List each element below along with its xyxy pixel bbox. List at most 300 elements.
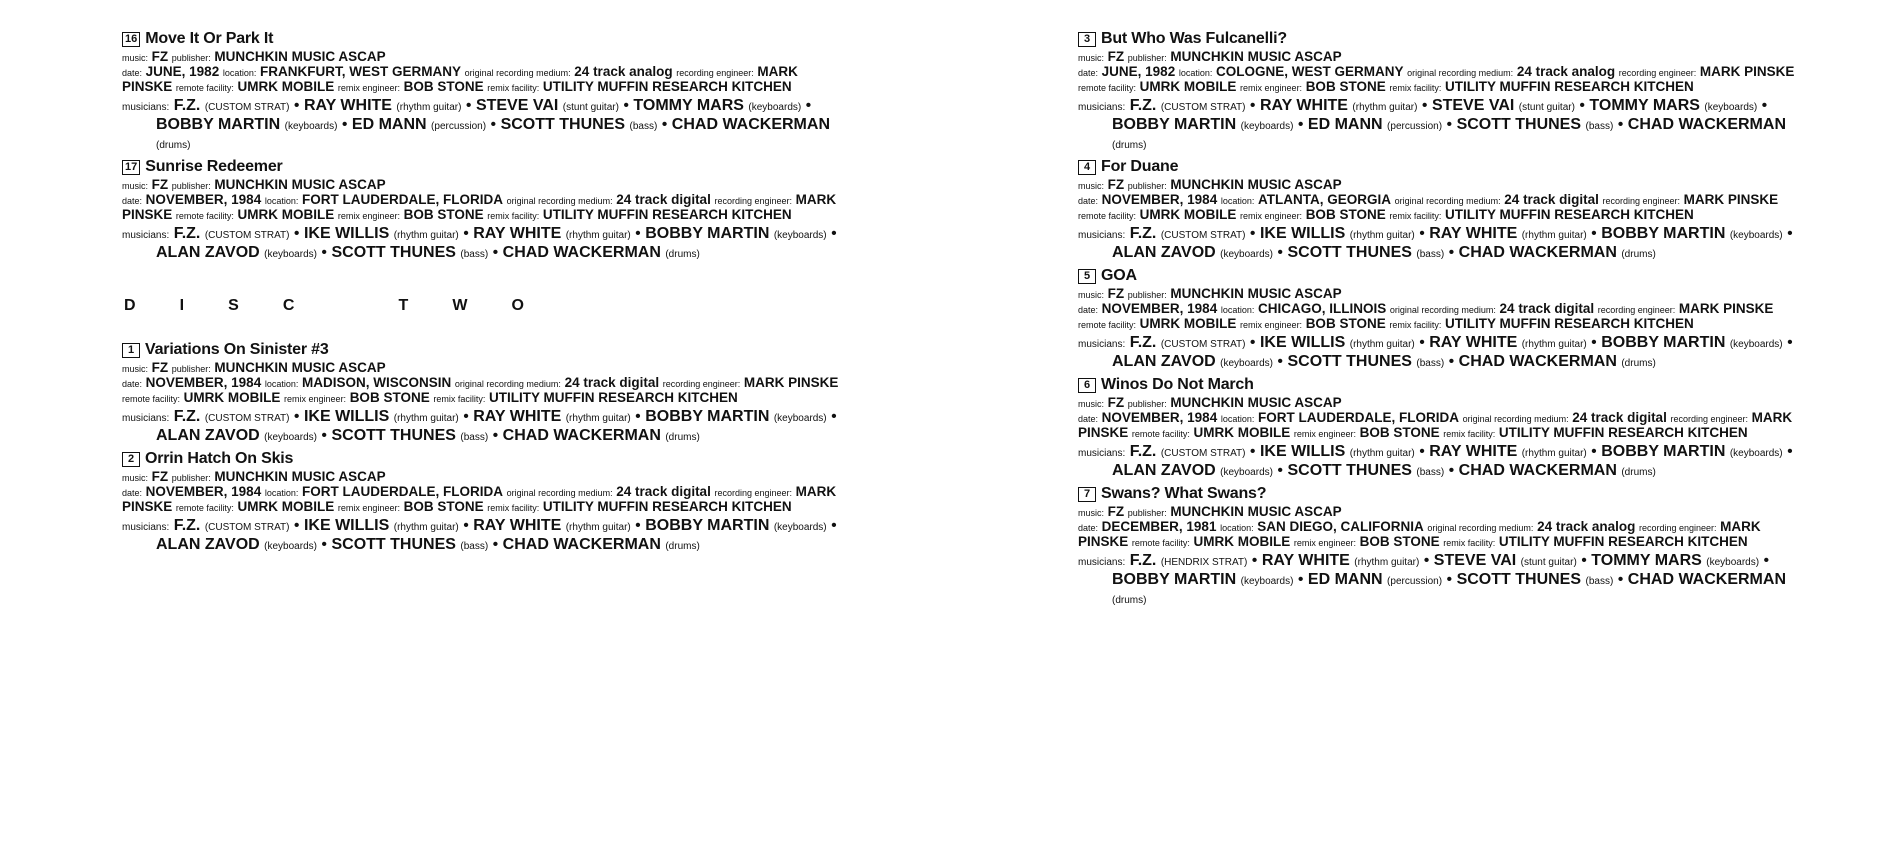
musician-role: (rhythm guitar) <box>393 230 459 241</box>
track-title: But Who Was Fulcanelli? <box>1101 30 1287 47</box>
field-value-music: FZ <box>1107 49 1125 64</box>
track-header <box>122 450 842 468</box>
musician-name: SCOTT THUNES <box>500 116 626 133</box>
field-label: remix facility: <box>433 394 486 404</box>
track-number: 4 <box>1078 160 1096 175</box>
field-label: music: <box>122 473 149 483</box>
musicians-line: musicians: F.Z. (HENDRIX STRAT) • RAY WHITE (rhythm guitar) • STEVE VAI (stunt guitar) • TOMMY MARS (keyboards) • BOBBY MARTIN (keyboards) • ED MANN (percussion) • SCOTT THUNES (bass) • CHAD WACKERMAN (drums) <box>1078 552 1786 606</box>
field-value-music: FZ <box>1107 286 1125 301</box>
musician-role: (rhythm guitar) <box>1349 230 1415 241</box>
field-value-remix-facility: UTILITY MUFFIN RESEARCH KITCHEN <box>542 207 792 222</box>
credit-line-music <box>122 50 842 65</box>
field-value-date: NOVEMBER, 1984 <box>145 484 262 499</box>
musician-role: (drums) <box>1112 140 1147 151</box>
field-value-location: COLOGNE, WEST GERMANY <box>1215 64 1404 79</box>
field-label: location: <box>1220 414 1255 424</box>
field-label: date: <box>1078 196 1099 206</box>
musician-role: (keyboards) <box>1704 102 1758 113</box>
field-label: date: <box>1078 68 1099 78</box>
field-value-remote: UMRK MOBILE <box>183 390 281 405</box>
field-value-remix-facility: UTILITY MUFFIN RESEARCH KITCHEN <box>1498 534 1748 549</box>
musician-role: (percussion) <box>1387 576 1443 587</box>
track-entry <box>1078 267 1798 372</box>
field-label: remix facility: <box>1389 83 1442 93</box>
musician-role: (keyboards) <box>1729 230 1783 241</box>
field-label: musicians: <box>1078 230 1126 241</box>
field-label: location: <box>264 196 299 206</box>
musician-role: (CUSTOM STRAT) <box>204 102 290 113</box>
musician-name: TOMMY MARS <box>1589 97 1700 114</box>
field-label: recording engineer: <box>714 196 793 206</box>
field-value-date: JUNE, 1982 <box>145 64 220 79</box>
field-label: original recording medium: <box>1407 68 1514 78</box>
musician-role: (rhythm guitar) <box>393 413 459 424</box>
musician-name: ALAN ZAVOD <box>156 536 260 553</box>
musician-role: (rhythm guitar) <box>565 522 631 533</box>
field-label: music: <box>1078 53 1105 63</box>
musician-role: (CUSTOM STRAT) <box>1160 230 1246 241</box>
musician-role: (bass) <box>629 121 658 132</box>
field-label: music: <box>1078 290 1105 300</box>
field-value-music: FZ <box>151 177 169 192</box>
field-label: remix facility: <box>1443 429 1496 439</box>
musicians-line: musicians: F.Z. (CUSTOM STRAT) • RAY WHITE (rhythm guitar) • STEVE VAI (stunt guitar) • TOMMY MARS (keyboards) • BOBBY MARTIN (keyboards) • ED MANN (percussion) • SCOTT THUNES (bass) • CHAD WACKERMAN (drums) <box>1078 97 1786 151</box>
field-label: music: <box>122 53 149 63</box>
musician-role: (rhythm guitar) <box>1349 448 1415 459</box>
track-number: 7 <box>1078 487 1096 502</box>
track-list-disc-two-right <box>1078 30 1798 609</box>
field-value-remix-engineer: BOB STONE <box>1305 207 1386 222</box>
field-label: recording engineer: <box>714 488 793 498</box>
field-value-publisher: MUNCHKIN MUSIC ASCAP <box>1170 49 1342 64</box>
musician-role: (rhythm guitar) <box>565 413 631 424</box>
field-value-remix-facility: UTILITY MUFFIN RESEARCH KITCHEN <box>1444 316 1694 331</box>
field-value-remote: UMRK MOBILE <box>1193 534 1291 549</box>
field-label: music: <box>1078 508 1105 518</box>
field-label: recording engineer: <box>1597 305 1676 315</box>
musician-role: (keyboards) <box>1220 467 1273 478</box>
musician-name: F.Z. <box>1129 552 1157 569</box>
disc-heading-letter: W <box>452 297 468 314</box>
field-label: location: <box>264 379 299 389</box>
field-value-publisher: MUNCHKIN MUSIC ASCAP <box>214 177 386 192</box>
field-value-remix-engineer: BOB STONE <box>1359 425 1440 440</box>
musician-role: (keyboards) <box>264 249 317 260</box>
field-value-medium: 24 track digital <box>1499 301 1595 316</box>
field-label: date: <box>122 488 143 498</box>
field-value-remix-facility: UTILITY MUFFIN RESEARCH KITCHEN <box>542 499 792 514</box>
musician-name: IKE WILLIS <box>303 225 390 242</box>
musician-role: (drums) <box>665 541 700 552</box>
field-label: remix engineer: <box>337 503 400 513</box>
field-label: remote facility: <box>1078 320 1137 330</box>
field-label: date: <box>1078 414 1099 424</box>
musician-name: RAY WHITE <box>473 517 562 534</box>
track-number: 5 <box>1078 269 1096 284</box>
field-label: remote facility: <box>1078 211 1137 221</box>
musician-name: SCOTT THUNES <box>1287 353 1412 370</box>
credit-line-recording <box>1078 302 1798 332</box>
field-value-publisher: MUNCHKIN MUSIC ASCAP <box>214 469 386 484</box>
musicians-line: musicians: F.Z. (CUSTOM STRAT) • IKE WILLIS (rhythm guitar) • RAY WHITE (rhythm guitar) • BOBBY MARTIN (keyboards) • ALAN ZAVOD (keyboards) • SCOTT THUNES (bass) • CHAD WACKERMAN (drums) <box>122 408 837 444</box>
musician-name: CHAD WACKERMAN <box>1458 462 1617 479</box>
field-value-medium: 24 track digital <box>1572 410 1667 425</box>
field-label: remix facility: <box>487 503 540 513</box>
field-value-location: FORT LAUDERDALE, FLORIDA <box>1257 410 1459 425</box>
track-list-disc-two-left <box>122 341 842 555</box>
track-entry <box>1078 485 1798 609</box>
track-header <box>122 341 842 359</box>
field-label: publisher: <box>171 181 211 191</box>
field-label: remix facility: <box>1389 320 1442 330</box>
field-label: remix engineer: <box>337 83 400 93</box>
musician-name: F.Z. <box>173 517 201 534</box>
musician-role: (bass) <box>1416 358 1445 369</box>
track-header <box>1078 267 1798 285</box>
credit-line-music <box>122 470 842 485</box>
field-value-date: JUNE, 1982 <box>1101 64 1176 79</box>
musician-role: (CUSTOM STRAT) <box>1160 339 1246 350</box>
musician-role: (drums) <box>1112 595 1147 606</box>
track-header <box>122 158 842 176</box>
musician-role: (keyboards) <box>1220 358 1273 369</box>
field-label: publisher: <box>1127 399 1167 409</box>
field-label: original recording medium: <box>506 196 613 206</box>
musician-role: (rhythm guitar) <box>1349 339 1415 350</box>
field-label: publisher: <box>1127 53 1167 63</box>
field-value-music: FZ <box>151 49 169 64</box>
field-value-location: FORT LAUDERDALE, FLORIDA <box>301 484 503 499</box>
musician-name: ED MANN <box>1307 571 1383 588</box>
field-label: remote facility: <box>1131 538 1190 548</box>
musician-role: (drums) <box>156 140 191 151</box>
field-label: publisher: <box>171 53 211 63</box>
musician-name: RAY WHITE <box>1261 552 1350 569</box>
track-number: 17 <box>122 160 140 175</box>
field-label: original recording medium: <box>1389 305 1496 315</box>
field-value-publisher: MUNCHKIN MUSIC ASCAP <box>214 360 386 375</box>
field-label: musicians: <box>1078 339 1126 350</box>
musician-role: (percussion) <box>431 121 487 132</box>
musician-role: (bass) <box>1585 576 1614 587</box>
track-number: 2 <box>122 452 140 467</box>
field-label: publisher: <box>1127 290 1167 300</box>
musician-name: RAY WHITE <box>1429 334 1518 351</box>
musician-name: RAY WHITE <box>1429 443 1518 460</box>
musician-name: BOBBY MARTIN <box>1601 443 1726 460</box>
musician-role: (keyboards) <box>1240 576 1294 587</box>
musician-name: CHAD WACKERMAN <box>671 116 830 133</box>
musician-role: (bass) <box>460 249 489 260</box>
field-label: remix facility: <box>487 211 540 221</box>
musician-name: ALAN ZAVOD <box>1112 244 1216 261</box>
credit-line-music <box>1078 396 1798 411</box>
musician-role: (bass) <box>460 541 489 552</box>
field-label: remix facility: <box>1443 538 1496 548</box>
field-label: original recording medium: <box>1427 523 1534 533</box>
musician-name: SCOTT THUNES <box>1287 244 1412 261</box>
field-value-music: FZ <box>151 360 169 375</box>
musician-name: IKE WILLIS <box>1259 443 1346 460</box>
credit-line-recording <box>122 376 842 406</box>
musician-name: CHAD WACKERMAN <box>1627 571 1786 588</box>
musician-name: SCOTT THUNES <box>331 244 456 261</box>
field-value-remote: UMRK MOBILE <box>1193 425 1291 440</box>
track-title: Move It Or Park It <box>145 30 274 47</box>
field-value-remote: UMRK MOBILE <box>237 79 335 94</box>
field-label: musicians: <box>1078 448 1126 459</box>
field-label: date: <box>1078 305 1099 315</box>
musician-name: BOBBY MARTIN <box>645 517 770 534</box>
musician-role: (keyboards) <box>773 230 827 241</box>
field-value-engineer: MARK PINSKE <box>1678 301 1774 316</box>
musician-name: TOMMY MARS <box>633 97 744 114</box>
musicians-line: musicians: F.Z. (CUSTOM STRAT) • IKE WILLIS (rhythm guitar) • RAY WHITE (rhythm guitar) • BOBBY MARTIN (keyboards) • ALAN ZAVOD (keyboards) • SCOTT THUNES (bass) • CHAD WACKERMAN (drums) <box>1078 443 1793 479</box>
field-value-remote: UMRK MOBILE <box>1139 79 1237 94</box>
field-label: remote facility: <box>175 83 234 93</box>
track-entry <box>1078 30 1798 154</box>
field-label: remix engineer: <box>1293 429 1356 439</box>
field-label: location: <box>1220 523 1254 533</box>
field-value-publisher: MUNCHKIN MUSIC ASCAP <box>1170 504 1342 519</box>
field-label: remote facility: <box>175 211 234 221</box>
field-label: original recording medium: <box>1462 414 1569 424</box>
field-value-remote: UMRK MOBILE <box>237 207 335 222</box>
field-value-remix-facility: UTILITY MUFFIN RESEARCH KITCHEN <box>488 390 738 405</box>
credit-line-recording <box>1078 193 1798 223</box>
track-title: Sunrise Redeemer <box>145 158 283 175</box>
field-value-music: FZ <box>1107 504 1125 519</box>
track-header <box>1078 485 1798 503</box>
field-value-remote: UMRK MOBILE <box>1139 207 1237 222</box>
field-label: remix engineer: <box>1240 211 1303 221</box>
field-label: music: <box>1078 399 1105 409</box>
field-label: recording engineer: <box>1602 196 1681 206</box>
field-value-remix-engineer: BOB STONE <box>1305 316 1386 331</box>
field-value-remix-engineer: BOB STONE <box>403 207 484 222</box>
musicians-line: musicians: F.Z. (CUSTOM STRAT) • IKE WILLIS (rhythm guitar) • RAY WHITE (rhythm guitar) • BOBBY MARTIN (keyboards) • ALAN ZAVOD (keyboards) • SCOTT THUNES (bass) • CHAD WACKERMAN (drums) <box>122 517 837 553</box>
field-value-remix-facility: UTILITY MUFFIN RESEARCH KITCHEN <box>1444 207 1694 222</box>
disc-heading-letter: D <box>124 297 136 314</box>
musician-role: (drums) <box>665 249 700 260</box>
field-value-publisher: MUNCHKIN MUSIC ASCAP <box>1170 395 1342 410</box>
field-value-remix-engineer: BOB STONE <box>403 79 484 94</box>
field-value-engineer: MARK PINSKE <box>743 375 839 390</box>
track-entry <box>122 341 842 446</box>
musician-role: (keyboards) <box>748 102 802 113</box>
field-value-medium: 24 track digital <box>564 375 660 390</box>
field-value-date: DECEMBER, 1981 <box>1101 519 1217 534</box>
field-label: original recording medium: <box>464 68 571 78</box>
field-label: remote facility: <box>175 503 234 513</box>
field-value-remote: UMRK MOBILE <box>237 499 335 514</box>
musician-role: (rhythm guitar) <box>393 522 459 533</box>
credit-line-recording <box>122 193 842 223</box>
field-label: remix engineer: <box>284 394 347 404</box>
musician-name: ALAN ZAVOD <box>1112 353 1216 370</box>
musician-role: (keyboards) <box>1240 121 1294 132</box>
field-value-date: NOVEMBER, 1984 <box>145 192 262 207</box>
musician-name: F.Z. <box>1129 443 1157 460</box>
track-title: Variations On Sinister #3 <box>145 341 329 358</box>
musician-role: (rhythm guitar) <box>1521 339 1587 350</box>
field-value-remote: UMRK MOBILE <box>1139 316 1237 331</box>
field-label: original recording medium: <box>454 379 561 389</box>
track-entry <box>1078 158 1798 263</box>
musician-name: RAY WHITE <box>1429 225 1518 242</box>
field-value-remix-engineer: BOB STONE <box>349 390 430 405</box>
field-value-publisher: MUNCHKIN MUSIC ASCAP <box>1170 177 1342 192</box>
field-label: publisher: <box>1127 181 1167 191</box>
musician-role: (keyboards) <box>1729 339 1783 350</box>
musician-name: RAY WHITE <box>1259 97 1348 114</box>
field-value-medium: 24 track digital <box>616 484 711 499</box>
musician-role: (drums) <box>1621 358 1656 369</box>
field-value-engineer: MARK PINSKE <box>1078 519 1761 549</box>
field-value-location: MADISON, WISCONSIN <box>301 375 452 390</box>
disc-heading-letter: O <box>511 297 524 314</box>
musician-role: (keyboards) <box>1706 557 1760 568</box>
musician-name: F.Z. <box>1129 225 1157 242</box>
field-label: musicians: <box>122 102 170 113</box>
field-value-location: CHICAGO, ILLINOIS <box>1257 301 1387 316</box>
musician-role: (rhythm guitar) <box>1521 230 1587 241</box>
track-title: GOA <box>1101 267 1137 284</box>
track-entry <box>1078 376 1798 481</box>
field-label: recording engineer: <box>676 68 754 78</box>
field-label: publisher: <box>171 473 211 483</box>
field-label: location: <box>1220 196 1255 206</box>
field-label: recording engineer: <box>1638 523 1717 533</box>
field-value-publisher: MUNCHKIN MUSIC ASCAP <box>1170 286 1342 301</box>
musician-name: SCOTT THUNES <box>331 427 456 444</box>
musician-name: ED MANN <box>351 116 427 133</box>
credit-line-music <box>1078 287 1798 302</box>
disc-heading-letter: T <box>398 297 409 314</box>
musician-role: (CUSTOM STRAT) <box>1160 102 1246 113</box>
musician-role: (CUSTOM STRAT) <box>1160 448 1246 459</box>
musician-role: (drums) <box>1621 249 1656 260</box>
musician-name: IKE WILLIS <box>303 408 390 425</box>
credit-line-music <box>1078 178 1798 193</box>
field-label: remote facility: <box>1078 83 1137 93</box>
musician-name: RAY WHITE <box>473 408 562 425</box>
field-label: recording engineer: <box>1670 414 1749 424</box>
field-label: recording engineer: <box>1618 68 1697 78</box>
field-label: remix engineer: <box>1240 320 1303 330</box>
musician-name: ALAN ZAVOD <box>156 244 260 261</box>
musician-role: (bass) <box>460 432 489 443</box>
field-value-location: SAN DIEGO, CALIFORNIA <box>1257 519 1424 534</box>
field-value-medium: 24 track analog <box>574 64 673 79</box>
musician-name: BOBBY MARTIN <box>645 225 770 242</box>
field-label: music: <box>1078 181 1105 191</box>
field-label: remix engineer: <box>1240 83 1303 93</box>
disc-heading-letter: I <box>179 297 185 314</box>
musician-role: (keyboards) <box>284 121 338 132</box>
musician-name: F.Z. <box>1129 97 1157 114</box>
disc-heading-letter: S <box>228 297 239 314</box>
field-label: location: <box>222 68 257 78</box>
musician-role: (keyboards) <box>773 522 827 533</box>
track-entry <box>122 30 842 154</box>
field-label: music: <box>122 181 149 191</box>
field-value-engineer: MARK PINSKE <box>1683 192 1779 207</box>
field-value-date: NOVEMBER, 1984 <box>1101 410 1218 425</box>
track-title: For Duane <box>1101 158 1179 175</box>
musician-name: RAY WHITE <box>303 97 392 114</box>
field-label: location: <box>1178 68 1213 78</box>
musician-role: (keyboards) <box>264 541 317 552</box>
musician-name: CHAD WACKERMAN <box>502 427 661 444</box>
musician-role: (stunt guitar) <box>1518 102 1575 113</box>
musicians-line: musicians: F.Z. (CUSTOM STRAT) • RAY WHITE (rhythm guitar) • STEVE VAI (stunt guitar) • TOMMY MARS (keyboards) • BOBBY MARTIN (keyboards) • ED MANN (percussion) • SCOTT THUNES (bass) • CHAD WACKERMAN (drums) <box>122 97 830 151</box>
credit-line-recording <box>1078 411 1798 441</box>
field-value-medium: 24 track analog <box>1537 519 1636 534</box>
musician-name: BOBBY MARTIN <box>1601 225 1726 242</box>
field-value-medium: 24 track analog <box>1516 64 1616 79</box>
credit-line-recording <box>1078 65 1798 95</box>
musician-name: SCOTT THUNES <box>331 536 456 553</box>
track-header <box>1078 376 1798 394</box>
musician-name: STEVE VAI <box>1431 97 1515 114</box>
field-label: remote facility: <box>1131 429 1190 439</box>
right-column <box>1078 30 1798 613</box>
field-label: remix facility: <box>487 83 540 93</box>
track-header <box>1078 158 1798 176</box>
field-value-medium: 24 track digital <box>616 192 711 207</box>
track-entry <box>122 450 842 555</box>
field-label: remix engineer: <box>337 211 400 221</box>
musician-name: RAY WHITE <box>473 225 562 242</box>
musician-role: (CUSTOM STRAT) <box>204 230 290 241</box>
track-title: Winos Do Not March <box>1101 376 1254 393</box>
field-label: original recording medium: <box>506 488 613 498</box>
musician-name: BOBBY MARTIN <box>645 408 770 425</box>
field-label: music: <box>122 364 149 374</box>
field-value-location: FRANKFURT, WEST GERMANY <box>259 64 461 79</box>
musician-role: (percussion) <box>1387 121 1443 132</box>
musician-name: F.Z. <box>173 97 201 114</box>
field-label: musicians: <box>122 522 170 533</box>
musician-name: IKE WILLIS <box>1259 225 1346 242</box>
musician-name: F.Z. <box>173 225 201 242</box>
field-value-remix-facility: UTILITY MUFFIN RESEARCH KITCHEN <box>1444 79 1694 94</box>
field-label: recording engineer: <box>662 379 741 389</box>
field-value-music: FZ <box>1107 395 1125 410</box>
musician-role: (HENDRIX STRAT) <box>1160 557 1248 568</box>
field-value-date: NOVEMBER, 1984 <box>145 375 262 390</box>
field-value-engineer: MARK PINSKE <box>1078 410 1793 440</box>
field-label: remix facility: <box>1389 211 1442 221</box>
musician-name: CHAD WACKERMAN <box>1458 353 1617 370</box>
musicians-line: musicians: F.Z. (CUSTOM STRAT) • IKE WILLIS (rhythm guitar) • RAY WHITE (rhythm guitar) • BOBBY MARTIN (keyboards) • ALAN ZAVOD (keyboards) • SCOTT THUNES (bass) • CHAD WACKERMAN (drums) <box>1078 334 1793 370</box>
credit-line-recording <box>122 65 842 95</box>
credit-line-music <box>1078 505 1798 520</box>
musician-role: (bass) <box>1416 249 1445 260</box>
field-value-engineer: MARK PINSKE <box>122 192 837 222</box>
field-label: publisher: <box>171 364 211 374</box>
musician-role: (keyboards) <box>264 432 317 443</box>
musician-name: STEVE VAI <box>475 97 559 114</box>
musician-role: (rhythm guitar) <box>565 230 631 241</box>
track-entry <box>122 158 842 263</box>
credit-line-music <box>122 361 842 376</box>
disc-two-heading <box>124 297 524 315</box>
musician-name: CHAD WACKERMAN <box>1627 116 1786 133</box>
field-label: location: <box>1220 305 1255 315</box>
field-value-remix-engineer: BOB STONE <box>403 499 484 514</box>
